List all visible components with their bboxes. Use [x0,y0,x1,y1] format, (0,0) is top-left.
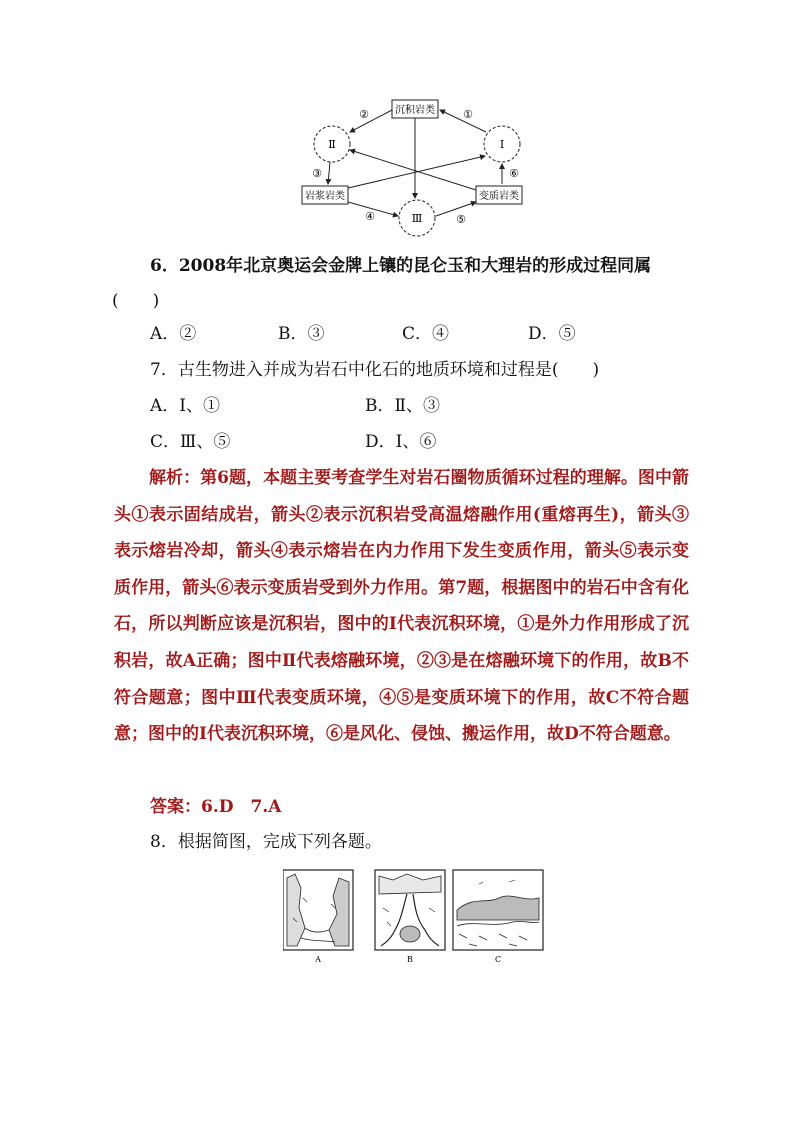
analysis-label: 解析 [149,468,184,488]
q8-stem: 8．根据简图，完成下列各题。 [150,832,382,852]
q6-option-a: A．② [150,324,197,344]
q7-option-d: D．Ⅰ、⑥ [365,432,437,452]
arrow-label-4: ④ [365,210,375,223]
analysis-paragraph [114,460,689,753]
q6-stem: 6．2008年北京奥运会金牌上镶的昆仑玉和大理岩的形成过程同属 [150,256,652,276]
q7-stem: 7．古生物进入并成为岩石中化石的地质环境和过程是( ) [150,360,600,380]
arrow-label-3: ③ [312,167,322,180]
box-sedimentary: 沉积岩类 [395,105,435,116]
q6-option-b: B．③ [278,324,325,344]
landscape-pictures [283,868,545,968]
circle-label-i: Ⅰ [499,138,505,151]
picture-c [453,870,543,950]
picture-label-b: B [407,955,413,964]
q6-option-c: C．④ [402,324,450,344]
arrow-label-1: ① [463,108,473,121]
answer-text: ：6.D 7.A [184,797,282,817]
arrow-label-5: ⑤ [456,213,466,226]
q7-option-a: A．Ⅰ、① [150,396,220,416]
q7-option-c: C．Ⅲ、⑤ [150,432,231,452]
answer-label: 答案 [150,797,184,817]
circle-label-ii: Ⅱ [328,138,336,151]
analysis-text: ：第6题，本题主要考查学生对岩石圈物质循环过程的理解。图中箭头①表示固结成岩，箭头②表示沉积岩受高温熔融作用(重熔再生)，箭头③表示熔岩冷却，箭头④表示熔岩在内力作用下发生变质作用，箭头⑤表示变质作用，箭头⑥表示变质岩受到外力作用。第7题，根据图中的岩石中含有化石，所以判断应该是沉积岩，图中的Ⅰ代表沉积环境，①是外力作用形成了沉积岩，故A正确；图中Ⅱ代表熔融环境，②③是在熔融环境下的作用，故B不符合题意；图中Ⅲ代表变质环境，④⑤是变质环境下的作用，故C不符合题意；图中的Ⅰ代表沉积环境，⑥是风化、侵蚀、搬运作用，故D不符合题意。 [114,468,690,745]
rock-cycle-diagram [290,98,540,240]
q7-option-b: B．Ⅱ、③ [365,396,441,416]
q6-blank: ( ) [112,291,160,311]
arrow-label-2: ② [359,108,369,121]
picture-a [283,870,353,950]
picture-label-c: C [494,955,502,964]
box-metamorphic: 变质岩类 [479,191,519,202]
arrow-label-6: ⑥ [509,167,519,180]
picture-label-a: A [315,955,321,964]
q6-option-d: D．⑤ [528,324,576,344]
circle-label-iii: Ⅲ [411,212,423,225]
picture-b [375,870,445,950]
answer-line [150,792,281,817]
box-magmatic: 岩浆岩类 [305,191,345,202]
